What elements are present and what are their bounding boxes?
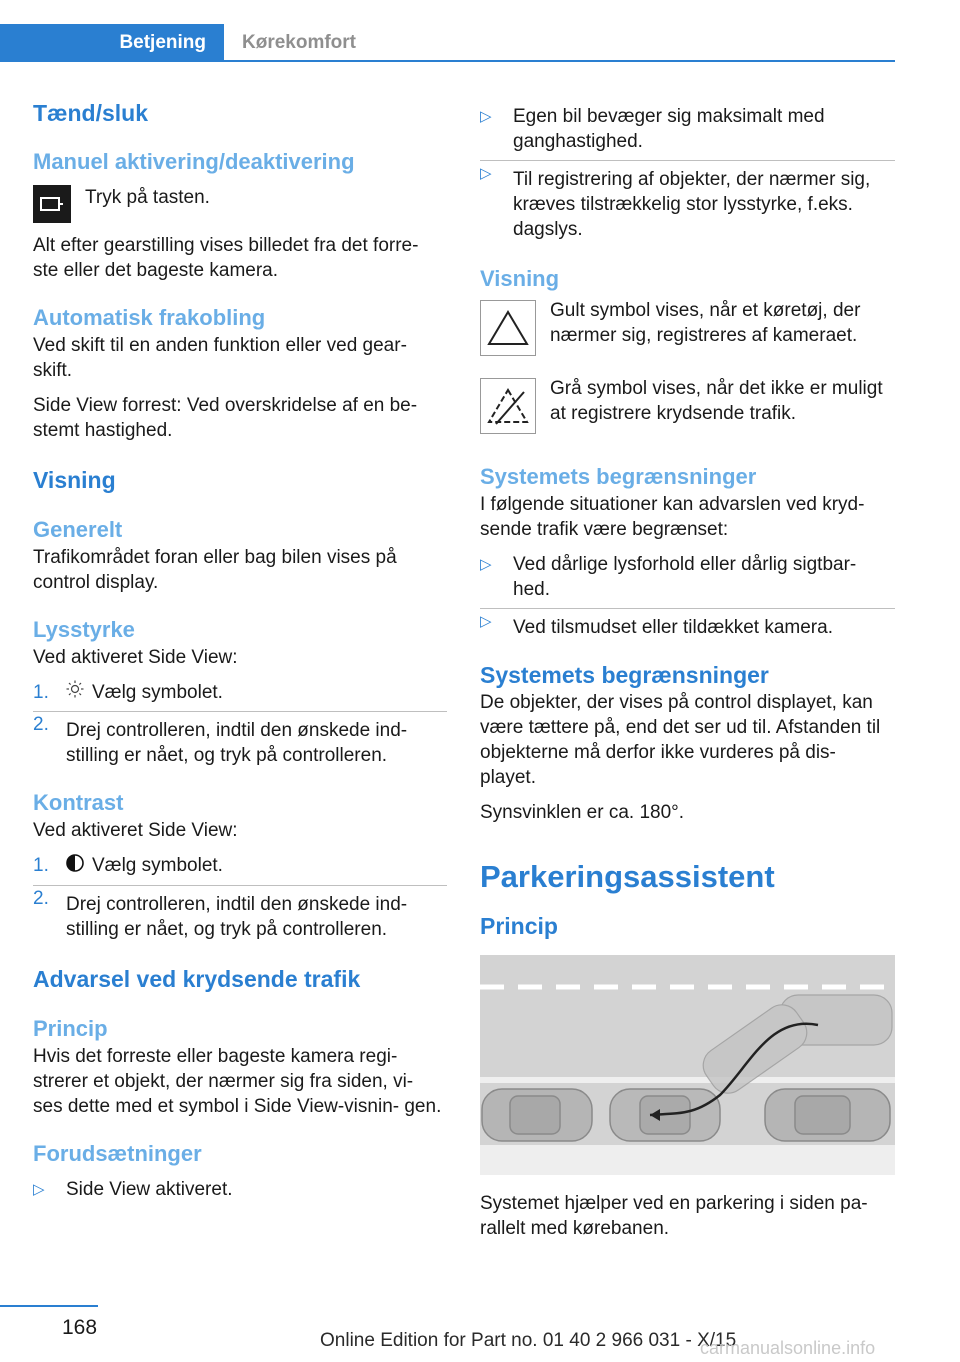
- contrast-steps: [33, 853, 447, 941]
- parking-diagram: [480, 955, 895, 1175]
- parked-car-left: [482, 1089, 592, 1141]
- press-button-text: Tryk på tasten.: [85, 187, 210, 208]
- limitations-intro: I følgende situationer kan advarslen ved kryd- sende trafik være begrænset:: [480, 494, 865, 540]
- step-text: Vælg symbolet.: [92, 855, 223, 877]
- heading-princip-right: Princip: [480, 913, 558, 939]
- list-item: [33, 886, 447, 942]
- prerequisite-list-cont: [480, 104, 895, 242]
- list-item: [33, 712, 447, 768]
- left-column: [33, 98, 447, 1202]
- list-item-text: Ved tilsmudset eller tildækket kamera.: [513, 617, 833, 638]
- heading-visning-right: Visning: [480, 266, 560, 291]
- heading-manuel-aktivering: Manuel aktivering/deaktivering: [33, 149, 355, 174]
- heading-taend-sluk: Tænd/sluk: [33, 100, 149, 126]
- contrast-icon: [66, 854, 84, 879]
- step-number: 1.: [33, 682, 49, 703]
- triangle-bullet-icon: ▷: [480, 556, 492, 573]
- yellow-symbol-text: Gult symbol vises, når et køretøj, der nærmer sig, registreres af kameraet.: [550, 300, 861, 346]
- edition-text: Online Edition for Part no. 01 40 2 966 031 - X/15: [320, 1330, 737, 1351]
- step-text: Vælg symbolet.: [92, 682, 223, 703]
- contrast-intro: Ved aktiveret Side View:: [33, 820, 238, 842]
- side-view-speed-text: Side View forrest: Ved overskridelse af en be- stemt hastighed.: [33, 395, 418, 441]
- heading-lysstyrke: Lysstyrke: [33, 617, 135, 642]
- heading-generelt: Generelt: [33, 517, 123, 542]
- triangle-bullet-icon: ▷: [33, 1180, 45, 1198]
- yellow-symbol-row: [480, 298, 895, 356]
- step-text: Drej controlleren, indtil den ønskede ind- stilling er nået, og tryk på controlleren.: [66, 893, 408, 940]
- list-item: [33, 853, 447, 885]
- tab-betjening[interactable]: Betjening: [0, 24, 224, 62]
- parking-illustration: [480, 955, 895, 1175]
- list-item-text: Egen bil bevæger sig maksimalt med ganghastighed.: [513, 106, 825, 152]
- watermark: carmanualsonline.info: [700, 1338, 876, 1358]
- camera-button-row: [33, 185, 447, 223]
- triangle-bullet-icon: ▷: [480, 613, 492, 630]
- grey-symbol-text: Grå symbol vises, når det ikke er muligt at registrere krydsende trafik.: [550, 378, 883, 424]
- heading-princip-left: Princip: [33, 1015, 108, 1041]
- list-item: [480, 609, 895, 640]
- step-number: 2.: [33, 887, 49, 909]
- prerequisite-list: [33, 1177, 447, 1202]
- brightness-steps: [33, 680, 447, 768]
- view-angle-text: Synsvinklen er ca. 180°.: [480, 802, 685, 823]
- grey-symbol-row: [480, 376, 895, 434]
- page-number: 168: [62, 1316, 98, 1339]
- list-item-text: Til registrering af objekter, der nærmer sig, kræves tilstrækkelig stor lysstyrke, f.eks. dagslys.: [513, 169, 871, 240]
- cross-traffic-principle-text: Hvis det forreste eller bageste kamera regi- strerer et objekt, der nærmer sig fra siden, vi- ses dette med et symbol i Side View-visnin- gen.: [33, 1045, 442, 1117]
- heading-advarsel: Advarsel ved krydsende trafik: [33, 965, 361, 992]
- heading-forudsaetninger: Forudsætninger: [33, 1140, 202, 1166]
- limitations-list: [480, 552, 895, 640]
- traffic-area-text: Trafikområdet foran eller bag bilen vises på control display.: [33, 547, 397, 593]
- heading-begraensninger-2: Systemets begrænsninger: [480, 662, 769, 688]
- list-item-text: Side View aktiveret.: [66, 1178, 233, 1200]
- warning-triangle-crossed-icon: [480, 378, 536, 434]
- warning-triangle-icon: [480, 300, 536, 356]
- triangle-bullet-icon: ▷: [480, 108, 492, 125]
- parked-car-right: [765, 1089, 890, 1141]
- heading-automatisk-frakobling: Automatisk frakobling: [33, 305, 266, 330]
- parking-assist-text: Systemet hjælper ved en parkering i siden pa- rallelt med kørebanen.: [480, 1193, 868, 1239]
- auto-off-text: Ved skift til en anden funktion eller ved gear- skift.: [33, 335, 407, 381]
- gear-view-text: Alt efter gearstilling vises billedet fra det forre- ste eller det bageste kamera.: [33, 235, 419, 281]
- step-text: Drej controlleren, indtil den ønskede ind- stilling er nået, og tryk på controlleren.: [66, 720, 408, 767]
- heading-kontrast: Kontrast: [33, 790, 124, 816]
- header-tabs: [0, 0, 895, 62]
- step-number: 1.: [33, 855, 49, 877]
- list-item: [480, 104, 895, 161]
- list-item: [480, 552, 895, 609]
- heading-visning: Visning: [33, 467, 116, 493]
- triangle-bullet-icon: ▷: [480, 165, 492, 182]
- list-item: [33, 1177, 447, 1202]
- list-item-text: Ved dårlige lysforhold eller dårlig sigtbar- hed.: [513, 554, 857, 600]
- footer-rule: [0, 1305, 98, 1307]
- brightness-intro: Ved aktiveret Side View:: [33, 647, 238, 668]
- camera-button-icon: [33, 185, 71, 223]
- list-item: [33, 680, 447, 712]
- objects-distance-text: De objekter, der vises på control displayet, kan være tættere på, end det ser ud til. Afstanden til objekterne må derfor ikke vurderes på dis- playet.: [480, 692, 881, 788]
- heading-begraensninger-1: Systemets begrænsninger: [480, 464, 757, 489]
- tab-koerekomfort[interactable]: Kørekomfort: [242, 32, 357, 53]
- sun-icon: [66, 680, 84, 705]
- list-item: [480, 161, 895, 242]
- step-number: 2.: [33, 714, 49, 736]
- heading-parkeringsassistent: Parkeringsassistent: [480, 859, 775, 894]
- right-column: [480, 98, 895, 1241]
